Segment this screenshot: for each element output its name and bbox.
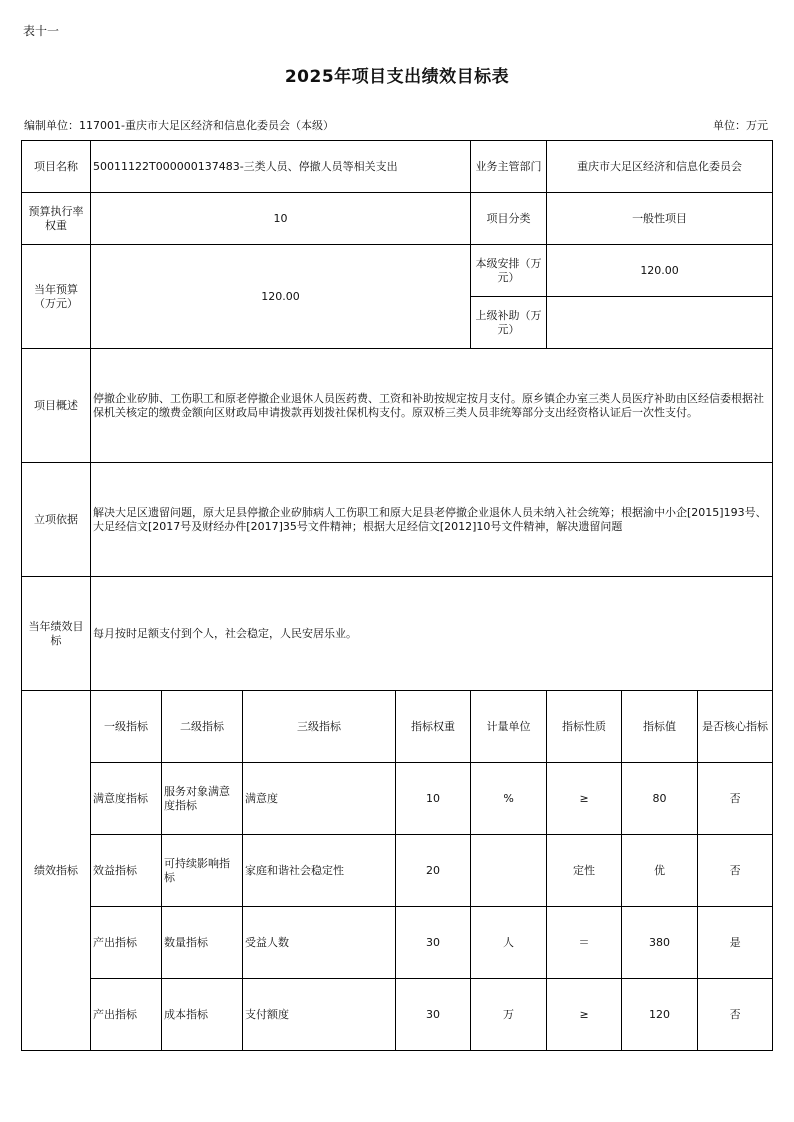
- perf-l2: 成本指标: [162, 979, 243, 1051]
- perf-header-nature: 指标性质: [547, 691, 622, 763]
- table-row: [22, 763, 773, 835]
- upper-value: [547, 297, 773, 349]
- perf-l3: 家庭和谐社会稳定性: [243, 835, 396, 907]
- project-name-label: 项目名称: [22, 141, 91, 193]
- perf-core: 否: [698, 835, 773, 907]
- perf-value: 380: [622, 907, 698, 979]
- perf-header-value: 指标值: [622, 691, 698, 763]
- category-value: 一般性项目: [547, 193, 773, 245]
- perf-core: 否: [698, 763, 773, 835]
- table-row: [22, 907, 773, 979]
- perf-l2: 数量指标: [162, 907, 243, 979]
- weight-label: 预算执行率权重: [22, 193, 91, 245]
- perf-core: 否: [698, 979, 773, 1051]
- perf-weight: 30: [396, 907, 471, 979]
- perf-weight: 10: [396, 763, 471, 835]
- perf-nature: ＝: [547, 907, 622, 979]
- table-row: [22, 835, 773, 907]
- weight-value: 10: [91, 193, 471, 245]
- perf-l1: 产出指标: [91, 979, 162, 1051]
- basis-label: 立项依据: [22, 463, 91, 577]
- org-label: 编制单位：: [24, 119, 79, 132]
- perf-l1: 满意度指标: [91, 763, 162, 835]
- basis-text: 解决大足区遗留问题，原大足县停撤企业矽肺病人工伤职工和原大足县老停撤企业退休人员未纳入社会统筹；根据渝中小企[2015]193号、大足经信文[2017号及财经办件[2017]35号文件精神；根据大足经信文[2012]10号文件精神，解决遗留问题: [91, 463, 773, 577]
- perf-l1: 产出指标: [91, 907, 162, 979]
- perf-value: 优: [622, 835, 698, 907]
- perf-core: 是: [698, 907, 773, 979]
- local-value: 120.00: [547, 245, 773, 297]
- perf-label: 绩效指标: [22, 691, 91, 1051]
- perf-l2: 服务对象满意度指标: [162, 763, 243, 835]
- perf-header-l2: 二级指标: [162, 691, 243, 763]
- page-title: 2025年项目支出绩效目标表: [284, 67, 510, 87]
- project-name-value: 50011122T000000137483-三类人员、停撤人员等相关支出: [91, 141, 471, 193]
- perf-nature: ≥: [547, 979, 622, 1051]
- overview-label: 项目概述: [22, 349, 91, 463]
- dept-value: 重庆市大足区经济和信息化委员会: [547, 141, 773, 193]
- perf-weight: 20: [396, 835, 471, 907]
- overview-text: 停撤企业矽肺、工伤职工和原老停撤企业退休人员医药费、工资和补助按规定按月支付。原乡镇企办室三类人员医疗补助由区经信委根据社保机关核定的缴费金额向区财政局申请拨款再划拨社保机构支付。原双桥三类人员非统筹部分支出经资格认证后一次性支付。: [91, 349, 773, 463]
- org-line: [24, 117, 334, 133]
- perf-header-unit: 计量单位: [471, 691, 547, 763]
- perf-l2: 可持续影响指标: [162, 835, 243, 907]
- category-label: 项目分类: [471, 193, 547, 245]
- upper-label: 上级补助（万元）: [471, 297, 547, 349]
- perf-header-l1: 一级指标: [91, 691, 162, 763]
- perf-unit: 人: [471, 907, 547, 979]
- goal-text: 每月按时足额支付到个人，社会稳定，人民安居乐业。: [91, 577, 773, 691]
- perf-nature: 定性: [547, 835, 622, 907]
- perf-unit: %: [471, 763, 547, 835]
- org-value: 117001-重庆市大足区经济和信息化委员会（本级）: [79, 119, 334, 132]
- table-row: [22, 979, 773, 1051]
- perf-weight: 30: [396, 979, 471, 1051]
- corner-label: 表十一: [23, 24, 60, 38]
- local-label: 本级安排（万元）: [471, 245, 547, 297]
- perf-header-weight: 指标权重: [396, 691, 471, 763]
- unit-text: 单位：万元: [713, 119, 768, 132]
- perf-header-core: 是否核心指标: [698, 691, 773, 763]
- budget-value: 120.00: [91, 245, 471, 349]
- perf-unit: 万: [471, 979, 547, 1051]
- perf-header-l3: 三级指标: [243, 691, 396, 763]
- perf-l3: 受益人数: [243, 907, 396, 979]
- perf-nature: ≥: [547, 763, 622, 835]
- perf-l3: 满意度: [243, 763, 396, 835]
- perf-l1: 效益指标: [91, 835, 162, 907]
- perf-l3: 支付额度: [243, 979, 396, 1051]
- perf-unit: [471, 835, 547, 907]
- performance-table: [21, 140, 773, 1051]
- budget-label: 当年预算（万元）: [22, 245, 91, 349]
- goal-label: 当年绩效目标: [22, 577, 91, 691]
- perf-value: 120: [622, 979, 698, 1051]
- perf-value: 80: [622, 763, 698, 835]
- dept-label: 业务主管部门: [471, 141, 547, 193]
